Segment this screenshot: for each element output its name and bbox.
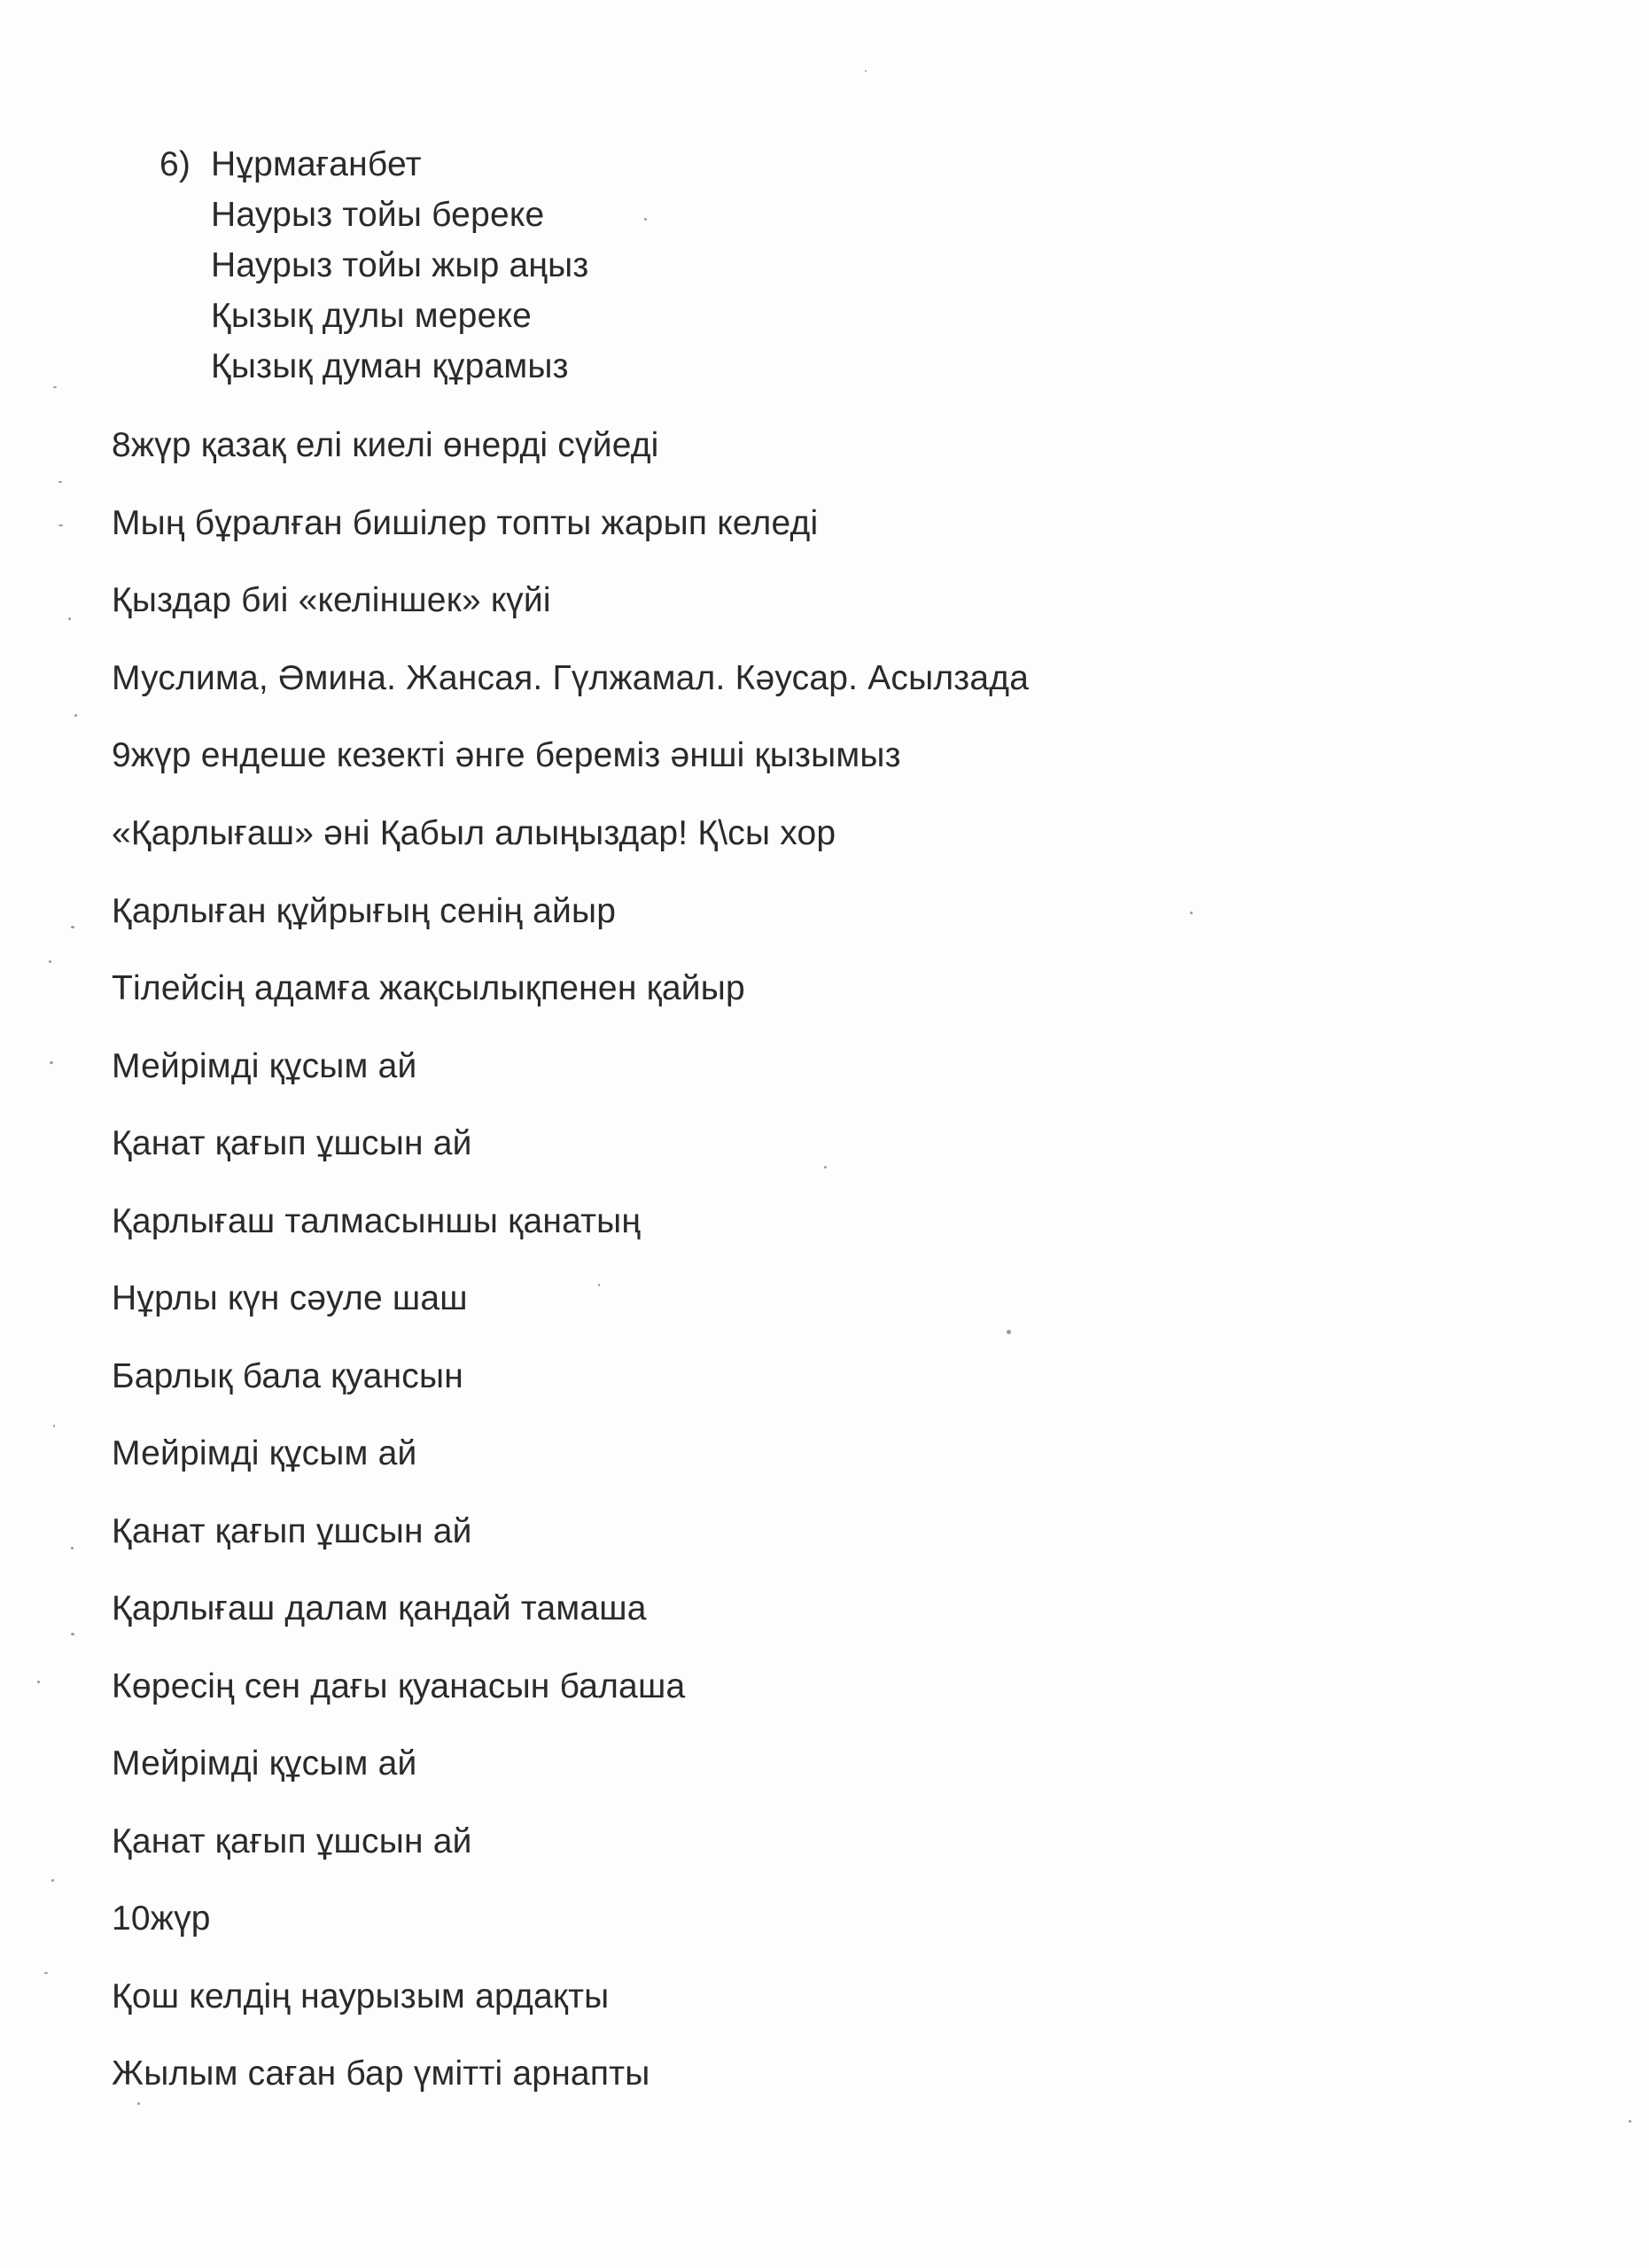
stanza-line: Қызық дулы мереке (211, 297, 533, 335)
body-line: Қанат қағып ұшсын ай (112, 1512, 472, 1550)
stanza-line: Наурыз тойы жыр аңыз (211, 246, 589, 284)
scan-speck (74, 714, 77, 717)
scan-speck (865, 70, 867, 72)
body-line: Барлық бала қуансын (112, 1357, 463, 1395)
body-line: Көресің сен дағы қуанасын балаша (112, 1667, 686, 1705)
stanza-line: Наурыз тойы береке (211, 196, 545, 234)
scan-speck (824, 1166, 827, 1169)
scan-speck (71, 1547, 74, 1550)
scan-speck (51, 1879, 54, 1882)
body-line: Нұрлы күн сәуле шаш (112, 1279, 468, 1317)
stanza-line: Қызық думан құрамыз (211, 347, 569, 385)
scan-speck (58, 481, 62, 483)
scan-speck (68, 617, 71, 620)
body-line: Жылым саған бар үмітті арнапты (112, 2054, 650, 2093)
scan-speck (50, 1061, 53, 1064)
scan-speck (44, 1972, 48, 1974)
body-line: Тілейсің адамға жақсылықпенен қайыр (112, 969, 745, 1007)
body-line: 9жүр ендеше кезекті әнге береміз әнші қызымыз (112, 736, 901, 774)
body-line: Қанат қағып ұшсын ай (112, 1124, 472, 1162)
body-line: Қыздар биі «келіншек» күйі (112, 581, 551, 619)
body-line: Қанат қағып ұшсын ай (112, 1822, 472, 1860)
scan-speck (1007, 1330, 1011, 1334)
scan-speck (49, 960, 51, 963)
scan-speck (137, 2102, 140, 2105)
scan-speck (58, 524, 63, 526)
body-line: Қош келдің наурызым ардақты (112, 1977, 610, 2016)
scan-speck (1629, 2120, 1631, 2123)
body-line: Қарлығаш далам қандай тамаша (112, 1589, 647, 1627)
scan-speck (1190, 912, 1193, 914)
scan-speck (53, 386, 57, 388)
scan-speck (53, 1425, 55, 1427)
scan-speck (598, 1284, 600, 1286)
body-line: 8жүр қазақ елі киелі өнерді сүйеді (112, 426, 659, 464)
body-line: Мейрімді құсым ай (112, 1047, 417, 1085)
body-line: Мейрімді құсым ай (112, 1434, 417, 1472)
body-line: Мейрімді құсым ай (112, 1744, 417, 1783)
body-line: «Қарлығаш» әні Қабыл алыңыздар! Қ\сы хор (112, 814, 836, 852)
body-line: Муслима, Әмина. Жансая. Гүлжамал. Кәусар. Асылзада (112, 659, 1030, 697)
body-line: Мың бұралған бишілер топты жарып келеді (112, 504, 819, 542)
body-line: 10жүр (112, 1899, 211, 1938)
scan-speck (71, 926, 74, 928)
scan-speck (37, 1681, 40, 1683)
body-line: Қарлығаш талмасыншы қанатың (112, 1202, 642, 1240)
stanza-number: 6) (159, 145, 191, 183)
body-line: Қарлыған құйрығың сенің айыр (112, 892, 617, 930)
scan-speck (644, 218, 647, 221)
scan-speck (71, 1633, 74, 1635)
stanza-author: Нұрмағанбет (211, 145, 422, 183)
